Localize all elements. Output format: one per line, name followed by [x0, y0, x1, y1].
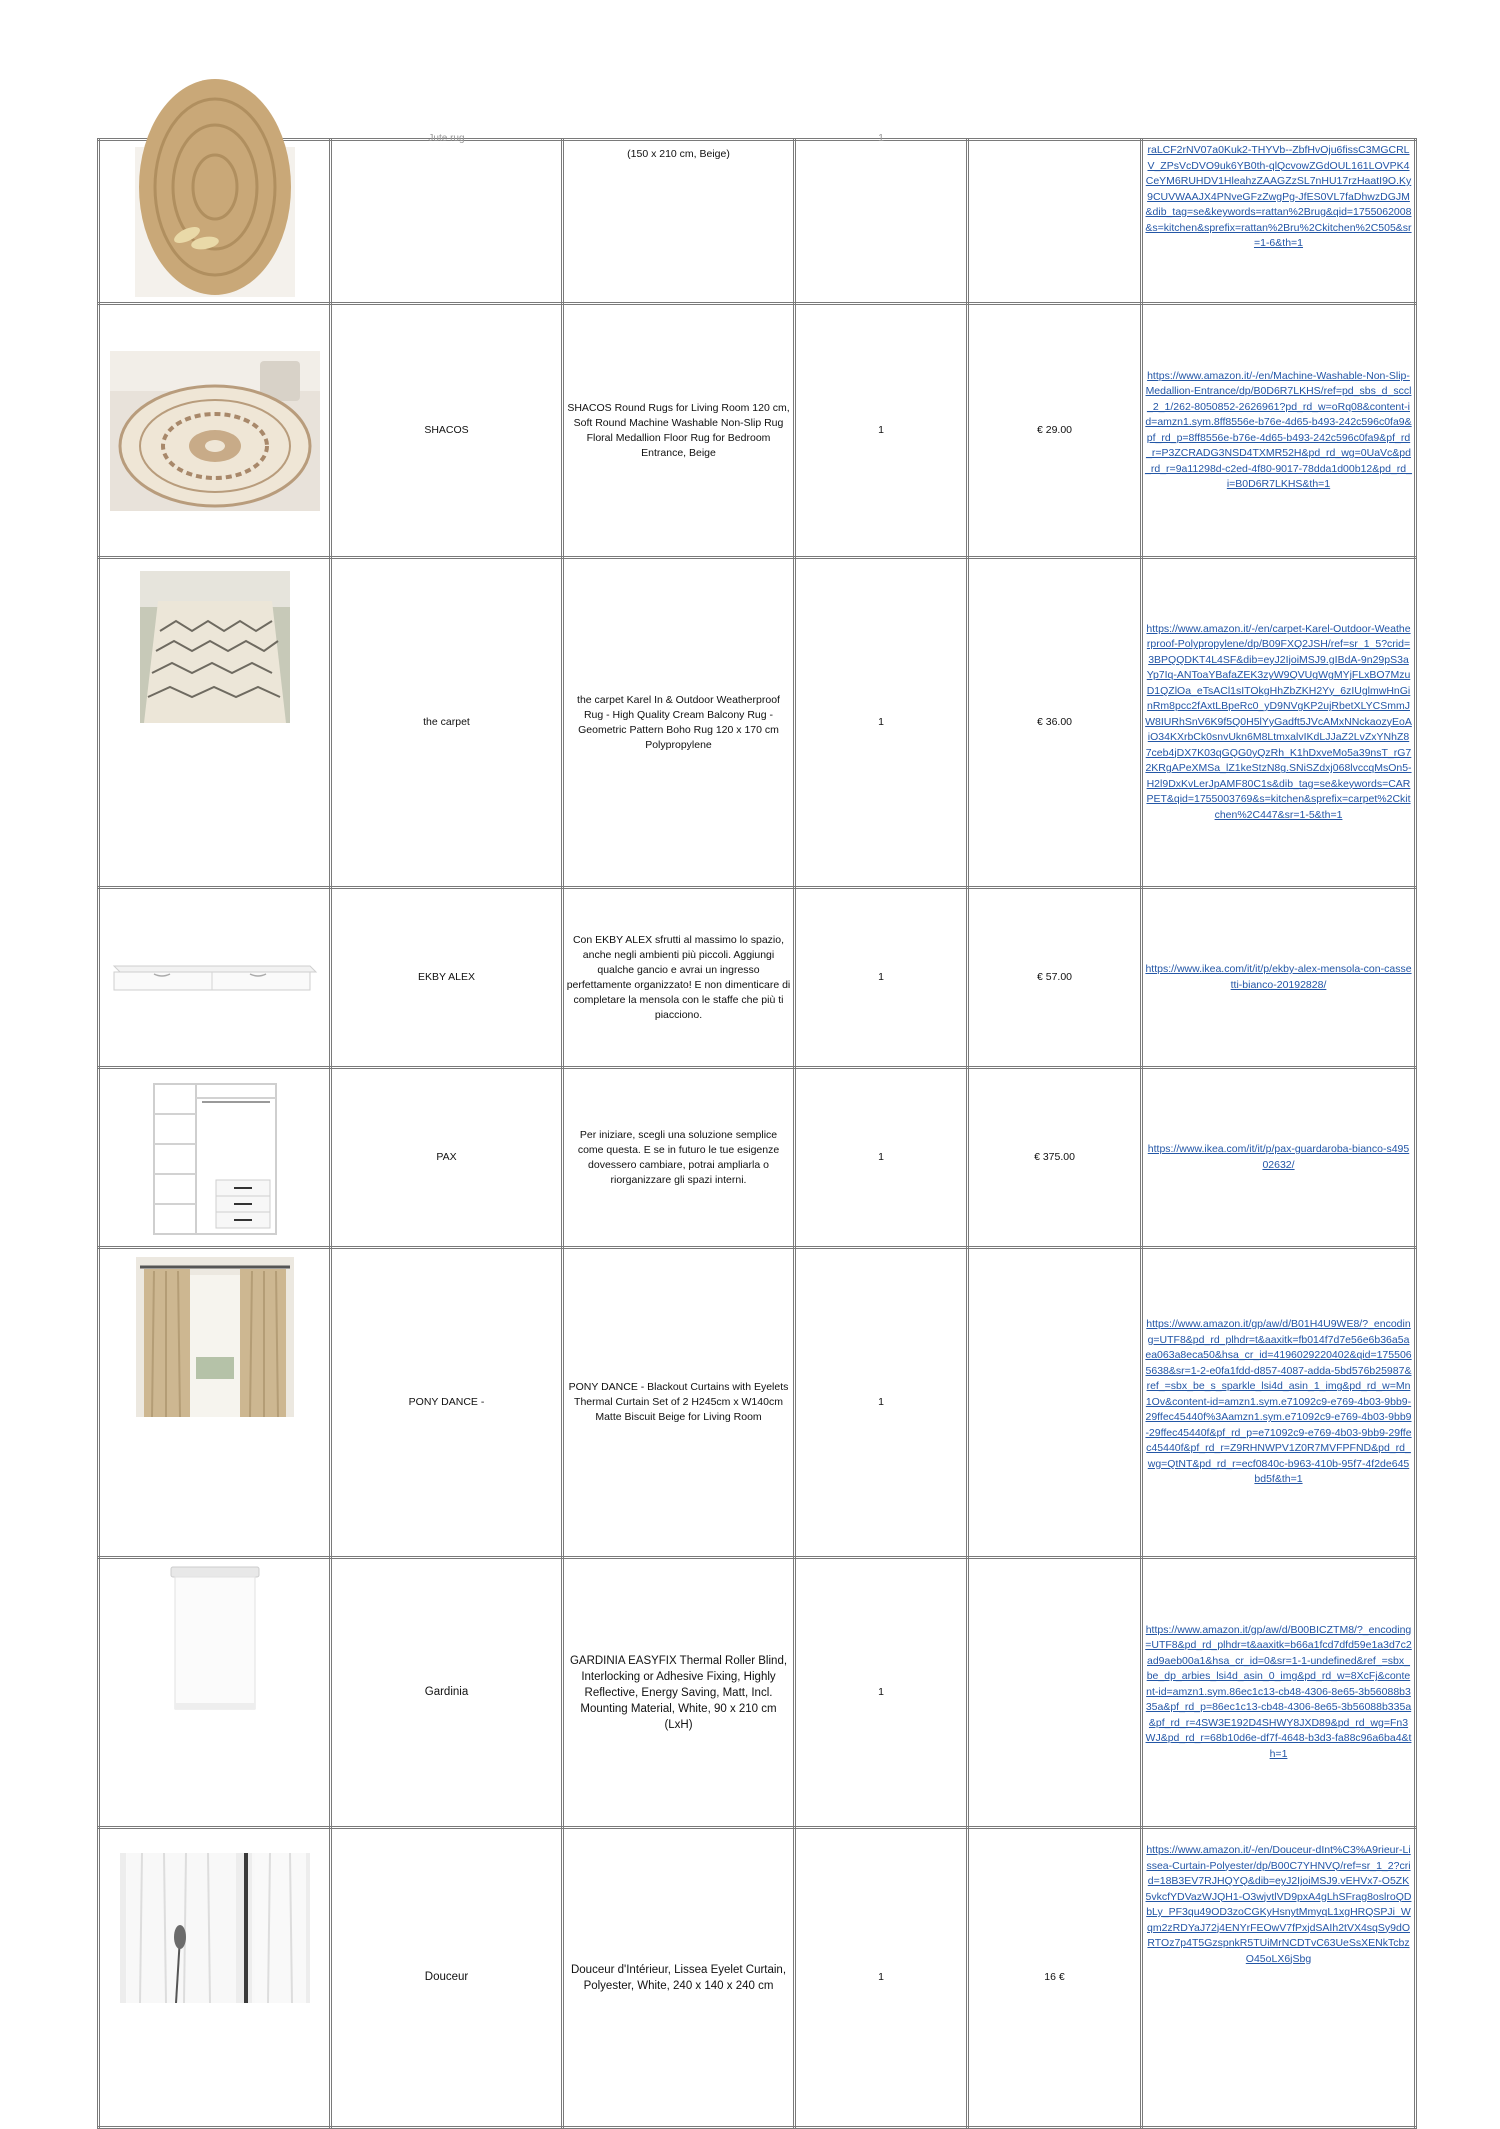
- wall-shelf-drawers-icon: [110, 958, 320, 998]
- product-name-cell: [331, 1248, 563, 1558]
- quantity-cell: [795, 1828, 968, 2128]
- product-description: Con EKBY ALEX sfrutti al massimo lo spazio, anche negli ambienti più piccoli. Aggiungi qualche gancio e avrai un ingresso perfettamente organizzato! E non dimenticare di completare la mensola con le staffe che più ti piacciono.: [566, 933, 791, 1021]
- sheer-white-curtain-icon: [120, 1853, 310, 2003]
- link-cell: [1142, 1558, 1416, 1828]
- product-description: (150 x 210 cm, Beige): [627, 148, 730, 160]
- product-name: Gardinia: [424, 1686, 469, 1698]
- image-cell: [99, 1248, 331, 1558]
- quantity-cell: [795, 1558, 968, 1828]
- product-description-cell: [563, 1558, 795, 1828]
- product-link[interactable]: https://www.ikea.com/it/it/p/ekby-alex-mensola-con-cassetti-bianco-20192828/: [1145, 963, 1412, 991]
- product-name: PONY DANCE -: [408, 1396, 485, 1408]
- link-cell: [1142, 558, 1416, 888]
- product-name-cell: [331, 1828, 563, 2128]
- quantity: 1: [878, 424, 884, 436]
- beige-curtains-icon: [136, 1257, 294, 1417]
- quantity: 1: [878, 132, 884, 144]
- quantity-cell: [795, 132, 968, 304]
- product-link[interactable]: https://www.ikea.com/it/it/p/pax-guardaroba-bianco-s49502632/: [1147, 1143, 1410, 1171]
- quantity-cell: [795, 1068, 968, 1248]
- product-link[interactable]: https://www.amazon.it/-/en/Machine-Washable-Non-Slip-Medallion-Entrance/dp/B0D6R7LKHS/ref=pd_sbs_d_sccl_2_1/262-8050852-2626961?pd_rd_w=oRq08&content-id=amzn1.sym.8ff8556e-b76e-4d65-b493-242c596c0fa9&pf_rd_p=8ff8556e-b76e-4d65-b493-242c596c0fa9&pf_rd_r=P3ZCRADG3NSD4TXMR52H&pd_rd_wg=0UaVc&pd_rd_r=9a11298d-c2ed-4f80-9017-78dda1d00b12&pd_rd_i=B0D6R7LKHS&th=1: [1145, 369, 1412, 490]
- quantity-cell: [795, 558, 968, 888]
- product-table: [97, 132, 1417, 2129]
- price: € 57.00: [1036, 971, 1073, 983]
- quantity: 1: [878, 1686, 884, 1698]
- product-name-cell: [331, 133, 563, 304]
- product-name: the carpet: [423, 716, 470, 728]
- quantity-cell: [795, 888, 968, 1068]
- quantity: 1: [878, 716, 884, 728]
- product-description-cell: [563, 140, 795, 304]
- link-cell: [1142, 1068, 1416, 1248]
- link-cell: [1142, 1248, 1416, 1558]
- table-row: [99, 888, 1416, 1068]
- quantity: 1: [878, 1971, 884, 1983]
- price-cell: [968, 1828, 1142, 2128]
- table-row: [99, 1828, 1416, 2128]
- product-description-cell: [563, 558, 795, 888]
- price: € 375.00: [1034, 1151, 1075, 1163]
- product-description-cell: [563, 1068, 795, 1248]
- table-row: [99, 1248, 1416, 1558]
- product-description-cell: [563, 888, 795, 1068]
- link-cell: [1142, 1828, 1416, 2128]
- link-cell: [1142, 888, 1416, 1068]
- quantity: 1: [878, 1151, 884, 1163]
- price-cell: [968, 140, 1142, 304]
- product-name: SHACOS: [424, 424, 469, 436]
- image-cell: [99, 888, 331, 1068]
- price-cell: [968, 558, 1142, 888]
- table-row: [99, 1068, 1416, 1248]
- product-link[interactable]: https://www.amazon.it/gp/aw/d/B01H4U9WE8/?_encoding=UTF8&pd_rd_plhdr=t&aaxitk=fb014f7d7e56e6b36a5aea063a8eca50&hsa_cr_id=4196029220402&qid=1755065638&sr=1-2-e0fa1fdd-d857-4087-adda-5bd576b25987&ref_=sbx_be_s_sparkle_lsi4d_asin_1_img&pd_rd_w=Mn1Ov&content-id=amzn1.sym.e71092c9-e769-4b03-9bb9-29ffec45440f%3Aamzn1.sym.e71092c9-e769-4b03-9bb9-29ffec45440f&pf_rd_p=e71092c9-e769-4b03-9bb9-29ffec45440f&pf_rd_r=Z9RHNWPV1Z0R7MVFPFND&pd_rd_wg=QtNT&pd_rd_r=ecf0840c-b963-410b-95f7-4f2de645bd5f&th=1: [1145, 1318, 1412, 1486]
- product-link[interactable]: raLCF2rNV07a0Kuk2-THYVb--ZbfHvOju6fissC3MGCRLV_ZPsVcDVO9uk6YB0th-qlQcvowZGdOUL161LOVPK4CeYM6RUHDV1HleahzZAAGZzSL7nHU17rzHaatI9O.Ky9CUVWAAJX4PNveGFzZwgPg-JfES0VL7faDhwzDGJM&dib_tag=se&keywords=rattan%2Brug&qid=1755062008&s=kitchen&sprefix=rattan%2Bru%2Ckitchen%2C505&sr=1-6&th=1: [1145, 144, 1412, 249]
- product-link[interactable]: https://www.amazon.it/gp/aw/d/B00BICZTM8/?_encoding=UTF8&pd_rd_plhdr=t&aaxitk=b66a1fcd7dfd59e1a3d7c2ad9aeb00a1&hsa_cr_id=0&sr=1-1-undefined&ref_=sbx_be_dp_arbies_lsi4d_asin_0_img&pd_rd_w=8XcFj&content-id=amzn1.sym.86ec1c13-cb48-4306-8e65-3b56088b335a&pf_rd_p=86ec1c13-cb48-4306-8e65-3b56088b335a&pf_rd_r=4SW3E192D4SHWY8JXD89&pd_rd_wg=Fn3WJ&pd_rd_r=68b10d6e-df7f-4648-b3d3-fa88c96a6ba4&th=1: [1145, 1623, 1412, 1760]
- quantity: 1: [878, 1396, 884, 1408]
- round-medallion-rug-icon: [110, 351, 320, 511]
- product-name: Jute rug: [428, 133, 465, 144]
- image-cell: [99, 1828, 331, 2128]
- quantity-cell: [795, 1248, 968, 1558]
- table-row: [99, 1558, 1416, 1828]
- product-description-cell: [563, 304, 795, 558]
- price-cell: [968, 888, 1142, 1068]
- product-link[interactable]: https://www.amazon.it/-/en/carpet-Karel-Outdoor-Weatherproof-Polypropylene/dp/B09FXQ2JSH/ref=sr_1_5?crid=3BPQQDKT4L4SF&dib=eyJ2IjoiMSJ9.gIBdA-9n29pS3aYp7Iq-ANToaYBafaZEK3zyW9QVUgWgMYjFLxBO7MzuD1QZlOa_eTsACl1sITOkgHhZbZKH2Yy_6zIUglmwHnGinRm8pcc2fAxtLBpeRc0_yD9NVgKP2ujRbetXLYCSmmJW8IURhSnV6K9f5Q0H5lYyGadft5JVcAMxNNckaozyEoAiO34KXrbCk0snvUkn6M8LtmxalvIKdLJJaZ2LvZxYNhZ87ceb4jDX7K03qGQG0yQzRh_K1hDxveMo5a39nsT_rG72KRgAPeXMSa_lZ1keStzN8g.SNiSZdxj068lvccqMsOn5-H2l9DxKvLerJpAMF80C1s&dib_tag=se&keywords=CARPET&qid=1755003769&s=kitchen&sprefix=carpet%2Ckitchen%2C447&sr=1-5&th=1: [1145, 622, 1412, 821]
- table-row: [99, 558, 1416, 888]
- price-cell: [968, 1068, 1142, 1248]
- table-row: [99, 304, 1416, 558]
- quantity: 1: [878, 971, 884, 983]
- price-cell: [968, 1248, 1142, 1558]
- product-name-cell: [331, 888, 563, 1068]
- price-cell: [968, 1558, 1142, 1828]
- price: € 29.00: [1036, 424, 1073, 436]
- product-name-cell: [331, 1068, 563, 1248]
- product-link[interactable]: https://www.amazon.it/-/en/Douceur-dInt%C3%A9rieur-Lissea-Curtain-Polyester/dp/B00C7YHNVQ/ref=sr_1_2?crid=18B3EV7RJHQYQ&dib=eyJ2IjoiMSJ9.vEHVx7-O5ZK5vkcfYDVazWJQH1-O3wjvtlVD9pxA4gLhSFrag8oslroQDbLy_PF3qu49OD3zoCGKyHsnytMmyqL1xgHRQSPJi_Wqm2zRDYaJ72j4ENYrFEOwV7fPxjdSAIh2tVX4sqSy9dORTOz7p4T5GzspnkR5TUiMrNCDTvC63UeSsXENkTcbzO45oLX6jSbg: [1145, 1844, 1412, 1965]
- image-cell: [99, 304, 331, 558]
- product-description: Per iniziare, scegli una soluzione semplice come questa. E se in futuro le tue esigenze dovessero cambiare, potrai ampliarla o riorganizzare gli spazi interni.: [577, 1128, 780, 1186]
- quantity-cell: [795, 304, 968, 558]
- white-roller-blind-icon: [165, 1565, 265, 1713]
- product-name-cell: [331, 1558, 563, 1828]
- product-name: Douceur: [424, 1971, 469, 1983]
- image-cell: [99, 1068, 331, 1248]
- image-cell: [99, 558, 331, 888]
- product-name: EKBY ALEX: [417, 971, 475, 983]
- product-name-cell: [331, 304, 563, 558]
- link-cell: [1142, 304, 1416, 558]
- product-description: the carpet Karel In & Outdoor Weatherproof Rug - High Quality Cream Balcony Rug - Geometric Pattern Boho Rug 120 x 170 cm Polypropylene: [577, 693, 780, 751]
- image-cell: [99, 1558, 331, 1828]
- product-description: PONY DANCE - Blackout Curtains with Eyelets Thermal Curtain Set of 2 H245cm x W140cm Matte Biscuit Beige for Living Room: [568, 1381, 789, 1423]
- open-wardrobe-icon: [140, 1078, 290, 1238]
- image-cell: [99, 140, 331, 304]
- link-cell: [1142, 140, 1416, 304]
- product-name: PAX: [436, 1151, 457, 1163]
- round-jute-rug-icon: [135, 147, 295, 297]
- product-description-cell: [563, 1828, 795, 2128]
- product-description: Douceur d'Intérieur, Lissea Eyelet Curtain, Polyester, White, 240 x 140 x 240 cm: [570, 1963, 787, 1992]
- product-description-cell: [563, 1248, 795, 1558]
- price: 16 €: [1044, 1971, 1065, 1983]
- product-name-cell: [331, 558, 563, 888]
- geometric-outdoor-rug-icon: [140, 571, 290, 723]
- spreadsheet-page: [97, 132, 1414, 1993]
- price-cell: [968, 304, 1142, 558]
- product-description: SHACOS Round Rugs for Living Room 120 cm, Soft Round Machine Washable Non-Slip Rug Floral Medallion Floor Rug for Bedroom Entrance, Beige: [567, 401, 790, 459]
- price: € 36.00: [1036, 716, 1073, 728]
- table-row: [99, 140, 1416, 304]
- product-description: GARDINIA EASYFIX Thermal Roller Blind, Interlocking or Adhesive Fixing, Highly Reflective, Energy Saving, Matt, Incl. Mounting Material, White, 90 x 210 cm (LxH): [569, 1654, 788, 1731]
